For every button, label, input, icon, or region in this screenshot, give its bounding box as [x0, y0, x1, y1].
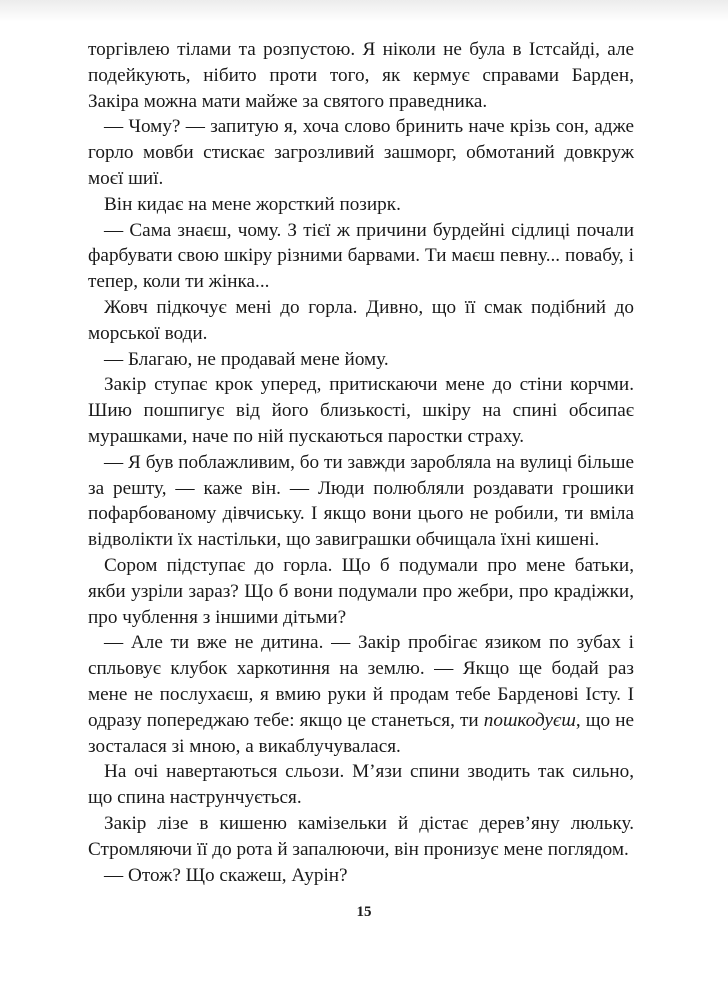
paragraph: — Отож? Що скажеш, Аурін?	[104, 864, 348, 886]
page-number: 15	[356, 904, 372, 920]
emphasis: пошкодуєш	[483, 709, 576, 731]
paragraph: Закір ступає крок уперед, притискаючи мене до стіни корчми. Шию пошпигує від його близькості, шкіру на спині обсипає мурашками, наче по ній пускаються паростки страху.	[88, 374, 634, 447]
paragraph: Закір лізе в кишеню камізельки й дістає дерев’яну люльку. Стромляючи її до рота й запалюючи, він пронизує мене поглядом.	[88, 812, 634, 860]
page-top-shadow	[0, 0, 728, 22]
page-text	[88, 37, 634, 888]
paragraph: Він кидає на мене жорсткий позирк.	[104, 193, 401, 215]
paragraph: — Благаю, не продавай мене йому.	[104, 348, 389, 370]
paragraph: — Сама знаєш, чому. З тієї ж причини бурдейні сідлиці почали фарбувати свою шкіру різними барвами. Ти маєш певну... повабу, і тепер, коли ти жінка...	[88, 219, 634, 293]
paragraph: — Але ти вже не дитина. — Закір пробігає язиком по зубах і спльовує клубок харкотиння на землю. — Якщо ще бодай раз мене не послухаєш, я вмию руки й продам тебе Барденові Істу. І одразу попереджаю тебе: якщо це станеться, ти пошкодуєш, що не зосталася зі мною, а викаблучувалася.	[88, 632, 634, 757]
paragraph: торгівлею тілами та розпустою. Я ніколи не була в Істсайді, але подейкують, нібито проти того, як кермує справами Барден, Закіра можна мати майже за святого праведника.	[88, 39, 634, 112]
paragraph: Сором підступає до горла. Що б подумали про мене батьки, якби узріли зараз? Що б вони подумали про жебри, про крадіжки, про чублення з іншими дітьми?	[88, 554, 634, 628]
paragraph: — Я був поблажливим, бо ти завжди заробляла на вулиці більше за решту, — каже він. — Люди полюбляли роздавати грошики пофарбованому дівчиську. І якщо вони цього не робили, ти вміла відволікти їх настільки, що завиграшки обчищала їхні кишені.	[88, 451, 634, 551]
paragraph: На очі навертаються сльози. М’язи спини зводить так сильно, що спина наструнчується.	[88, 761, 634, 809]
paragraph: — Чому? — запитую я, хоча слово бринить наче крізь сон, адже горло мовби стискає загрозливий зашморг, обмотаний довкруж моєї шиї.	[88, 116, 634, 189]
paragraph: Жовч підкочує мені до горла. Дивно, що її смак подібний до морської води.	[88, 296, 634, 344]
